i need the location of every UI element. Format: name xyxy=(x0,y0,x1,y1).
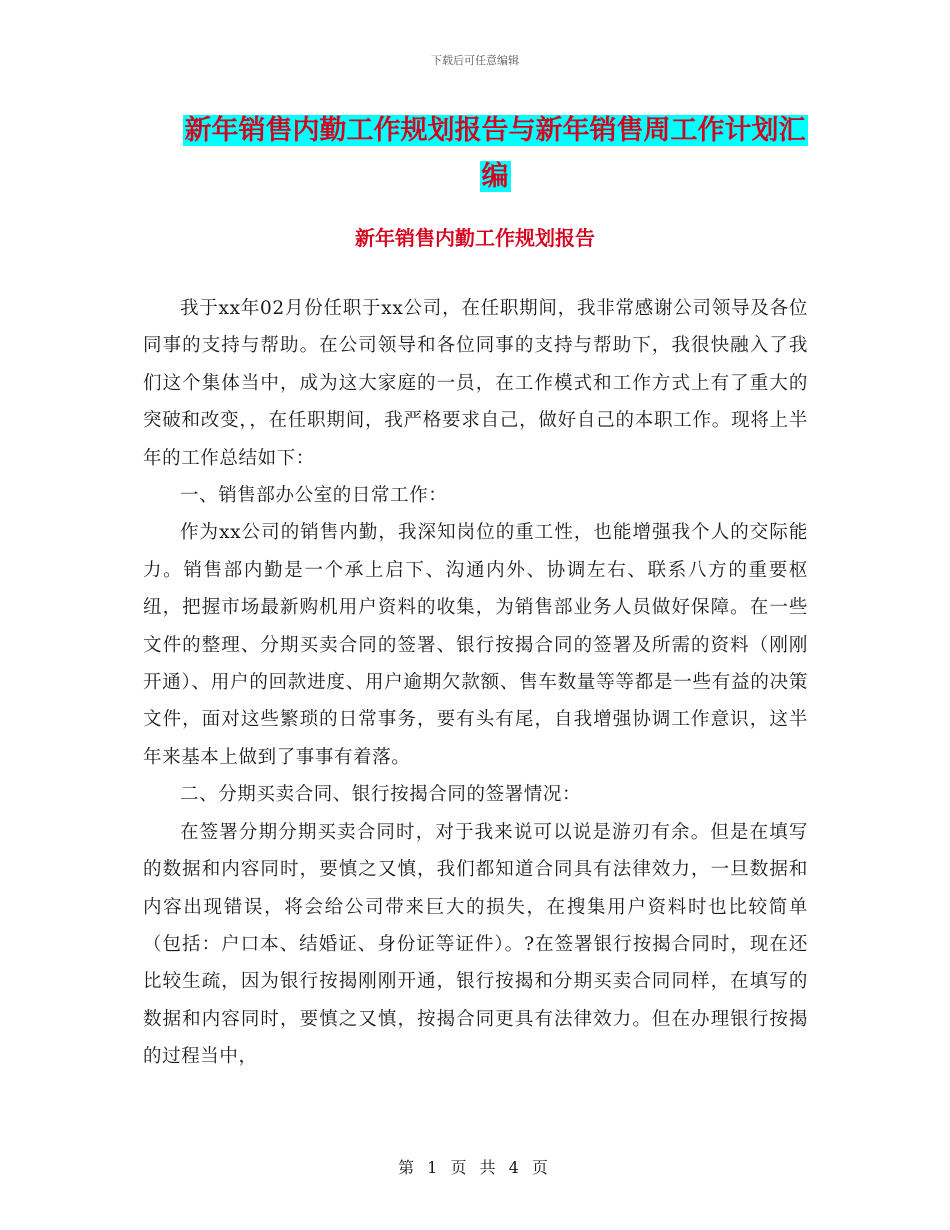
paragraph: 我于xx年02月份任职于xx公司，在任职期间，我非常感谢公司领导及各位同事的支持与帮助。在公司领导和各位同事的支持与帮助下，我很快融入了我们这个集体当中，成为这大家庭的一员，在工作模式和工作方式上有了重大的突破和改变，，在任职期间，我严格要求自己，做好自己的本职工作。现将上半年的工作总结如下： xyxy=(143,298,808,469)
section-title: 新年销售内勤工作规划报告 xyxy=(355,226,595,250)
paragraph: 一、销售部办公室的日常工作： xyxy=(180,485,448,507)
document-title xyxy=(180,108,810,200)
title-line-1: 新年销售内勤工作规划报告与新年销售周工作计划汇 xyxy=(184,115,806,146)
paragraph: 作为xx公司的销售内勤，我深知岗位的重工性，也能增强我个人的交际能力。销售部内勤是一个承上启下、沟通内外、协调左右、联系八方的重要枢纽，把握市场最新购机用户资料的收集，为销售部业务人员做好保障。在一些文件的整理、分期买卖合同的签署、银行按揭合同的签署及所需的资料（刚刚开通）、用户的回款进度、用户逾期欠款额、售车数量等等都是一些有益的决策文件，面对这些繁琐的日常事务，要有头有尾，自我增强协调工作意识，这半年来基本上做到了事事有着落。 xyxy=(143,522,808,768)
paragraph: 在签署分期分期买卖合同时，对于我来说可以说是游刃有余。但是在填写的数据和内容同时，要慎之又慎，我们都知道合同具有法律效力，一旦数据和内容出现错误，将会给公司带来巨大的损失，在搜集用户资料时也比较简单（包括：户口本、结婚证、身份证等证件）。?在签署银行按揭合同时，现在还比较生疏，因为银行按揭刚刚开通，银行按揭和分期买卖合同同样，在填写的数据和内容同时，要慎之又慎，按揭合同更具有法律效力。但在办理银行按揭的过程当中， xyxy=(143,821,808,1068)
header-note: 下载后可任意编辑 xyxy=(431,54,519,67)
title-line-2: 编 xyxy=(481,161,509,192)
body-text xyxy=(143,290,808,1076)
paragraph: 二、分期买卖合同、银行按揭合同的签署情况： xyxy=(180,784,582,806)
page-footer: 第 1 页 共 4 页 xyxy=(398,1158,552,1177)
